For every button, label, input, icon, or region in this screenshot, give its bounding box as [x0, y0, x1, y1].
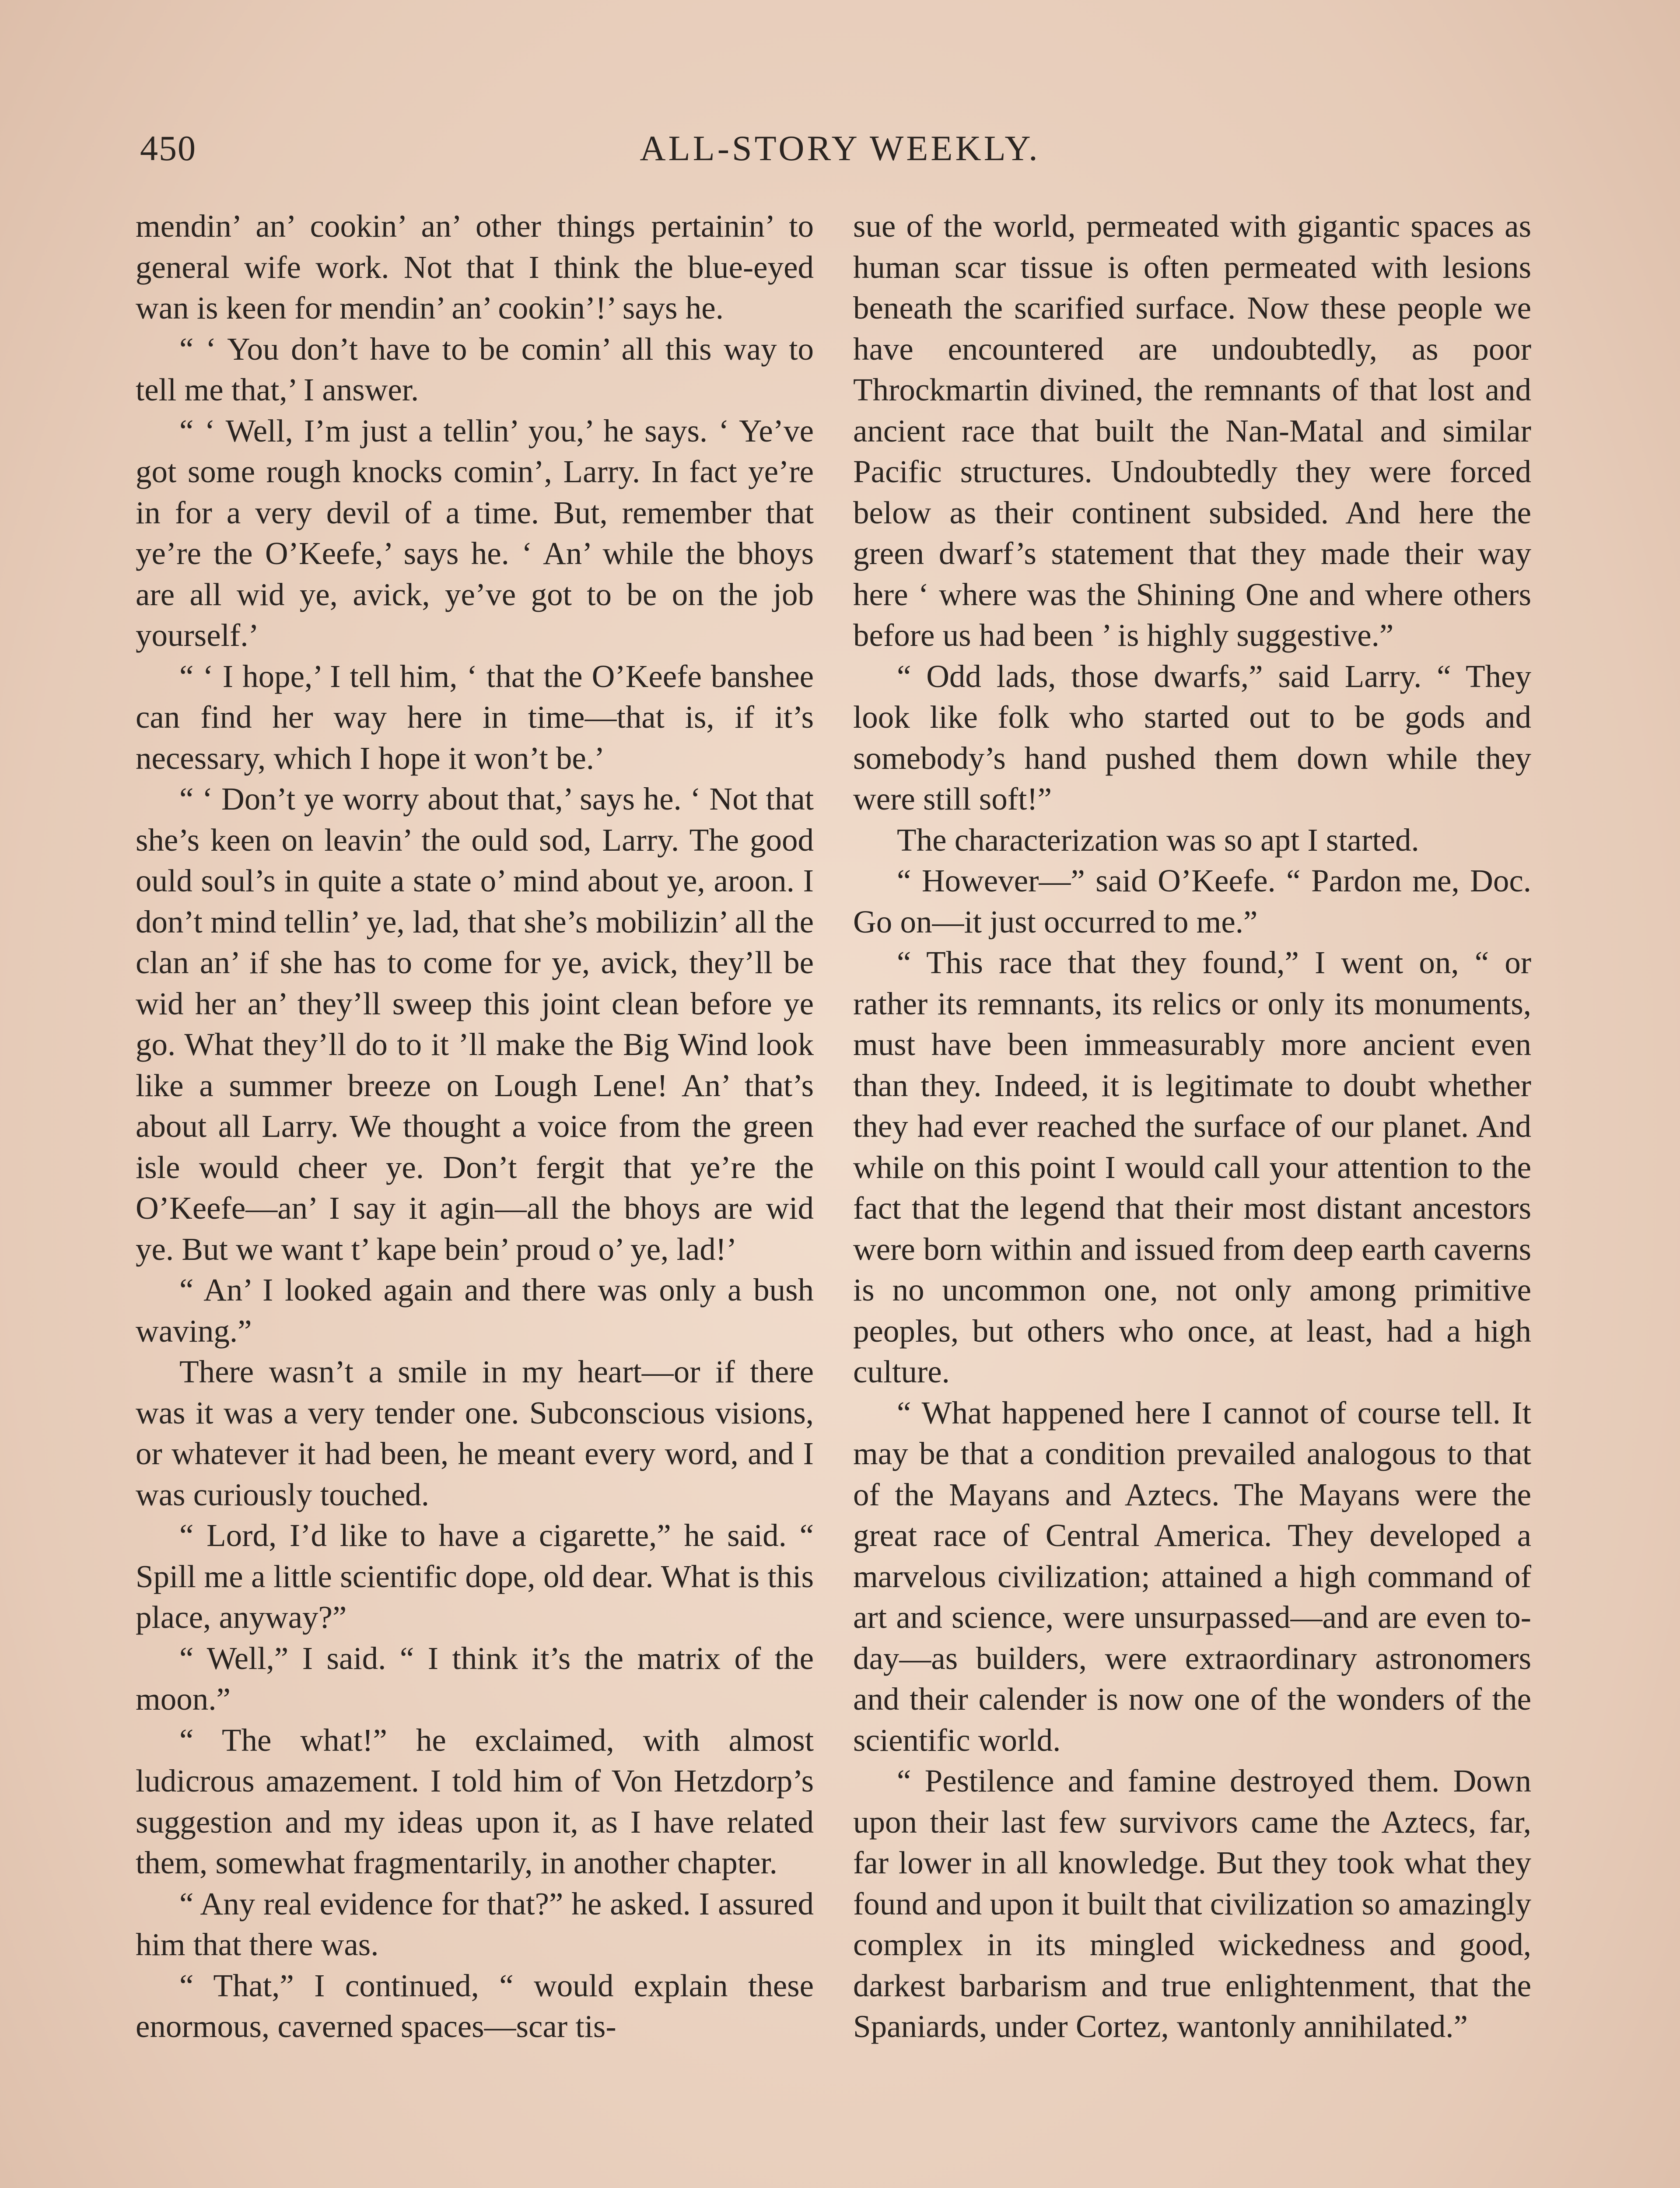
- paragraph: “ ‘ Well, I’m just a tellin’ you,’ he says. ‘ Ye’ve got some rough knocks comin’, Larry. In fact ye’re in for a very devil of a time. But, remember that ye’re the O’Keefe,’ says he. ‘ An’ while the bhoys are all wid ye, avick, ye’ve got to be on the job yourself.’: [136, 413, 814, 653]
- paragraph: “ Any real evidence for that?” he asked. I assured him that there was.: [136, 1886, 814, 1962]
- paragraph: “ ‘ I hope,’ I tell him, ‘ that the O’Keefe banshee can find her way here in time—that is, if it’s necessary, which I hope it won’t be.’: [136, 658, 814, 776]
- paragraph: “ ‘ You don’t have to be comin’ all this way to tell me that,’ I answer.: [136, 331, 814, 407]
- page-number: 450: [140, 128, 196, 168]
- paragraph: “ What happened here I cannot of course tell. It may be that a condition prevailed analogous to that of the Mayans and Aztecs. The Mayans were the great race of Central America. They developed a marvelous civilization; attained a high command of art and science, were unsurpassed—and are even to-day—as builders, were extraordinary astronomers and their calender is now one of the wonders of the scientific world.: [853, 1395, 1531, 1758]
- paragraph: sue of the world, permeated with gigantic spaces as human scar tissue is often permeated with lesions beneath the scarified surface. Now these people we have encountered are undoubtedly, as poor Throckmartin divined, the remnants of that lost and ancient race that built the Nan-Matal and similar Pacific structures. Undoubtedly they were forced below as their continent subsided. And here the green dwarf’s statement that they made their way here ‘ where was the Shining One and where others before us had been ’ is highly suggestive.”: [853, 208, 1531, 653]
- paragraph: There wasn’t a smile in my heart—or if there was it was a very tender one. Subconscious visions, or whatever it had been, he meant every word, and I was curiously touched.: [136, 1354, 814, 1512]
- paragraph: “ Pestilence and famine destroyed them. Down upon their last few survivors came the Aztecs, far, far lower in all knowledge. But they took what they found and upon it built that civilization so amazingly complex in its mingled wickedness and good, darkest barbarism and true enlightenment, that the Spaniards, under Cortez, wantonly annihilated.”: [853, 1763, 1531, 2044]
- paragraph: “ That,” I continued, “ would explain these enormous, caverned spaces—scar tis-: [136, 1967, 814, 2044]
- paragraph: “ ‘ Don’t ye worry about that,’ says he. ‘ Not that she’s keen on leavin’ the ould sod, Larry. The good ould soul’s in quite a state o’ mind about ye, aroon. I don’t mind tellin’ ye, lad, that she’s mobilizin’ all the clan an’ if she has to come for ye, avick, they’ll be wid her an’ they’ll sweep this joint clean before ye go. What they’ll do to it ’ll make the Big Wind look like a summer breeze on Lough Lene! An’ that’s about all Larry. We thought a voice from the green isle would cheer ye. Don’t fergit that ye’re the O’Keefe—an’ I say it agin—all the bhoys are wid ye. But we want t’ kape bein’ proud o’ ye, lad!’: [136, 781, 814, 1267]
- running-head: ALL-STORY WEEKLY.: [640, 128, 1040, 168]
- right-column: [853, 206, 1531, 2047]
- paragraph: “ Well,” I said. “ I think it’s the matrix of the moon.”: [136, 1640, 814, 1717]
- left-column: [136, 206, 814, 2047]
- paragraph: “ This race that they found,” I went on, “ or rather its remnants, its relics or only its monuments, must have been immeasurably more ancient even than they. Indeed, it is legitimate to doubt whether they had ever reached the surface of our planet. And while on this point I would call your attention to the fact that the legend that their most distant ancestors were born within and issued from deep earth caverns is no uncommon one, not only among primitive peoples, but others who once, at least, had a high culture.: [853, 945, 1531, 1389]
- paragraph: “ Lord, I’d like to have a cigarette,” he said. “ Spill me a little scientific dope, old dear. What is this place, anyway?”: [136, 1518, 814, 1635]
- paragraph: “ An’ I looked again and there was only a bush waving.”: [136, 1272, 814, 1349]
- paragraph: “ However—” said O’Keefe. “ Pardon me, Doc. Go on—it just occurred to me.”: [853, 863, 1531, 940]
- paragraph: The characterization was so apt I started.: [897, 822, 1419, 858]
- paragraph: mendin’ an’ cookin’ an’ other things pertainin’ to general wife work. Not that I think the blue-eyed wan is keen for mendin’ an’ cookin’!’ says he.: [136, 208, 814, 326]
- paragraph: “ The what!” he exclaimed, with almost ludicrous amazement. I told him of Von Hetzdorp’s suggestion and my ideas upon it, as I have related them, somewhat fragmentarily, in another chapter.: [136, 1722, 814, 1880]
- paragraph: “ Odd lads, those dwarfs,” said Larry. “ They look like folk who started out to be gods and somebody’s hand pushed them down while they were still soft!”: [853, 658, 1531, 817]
